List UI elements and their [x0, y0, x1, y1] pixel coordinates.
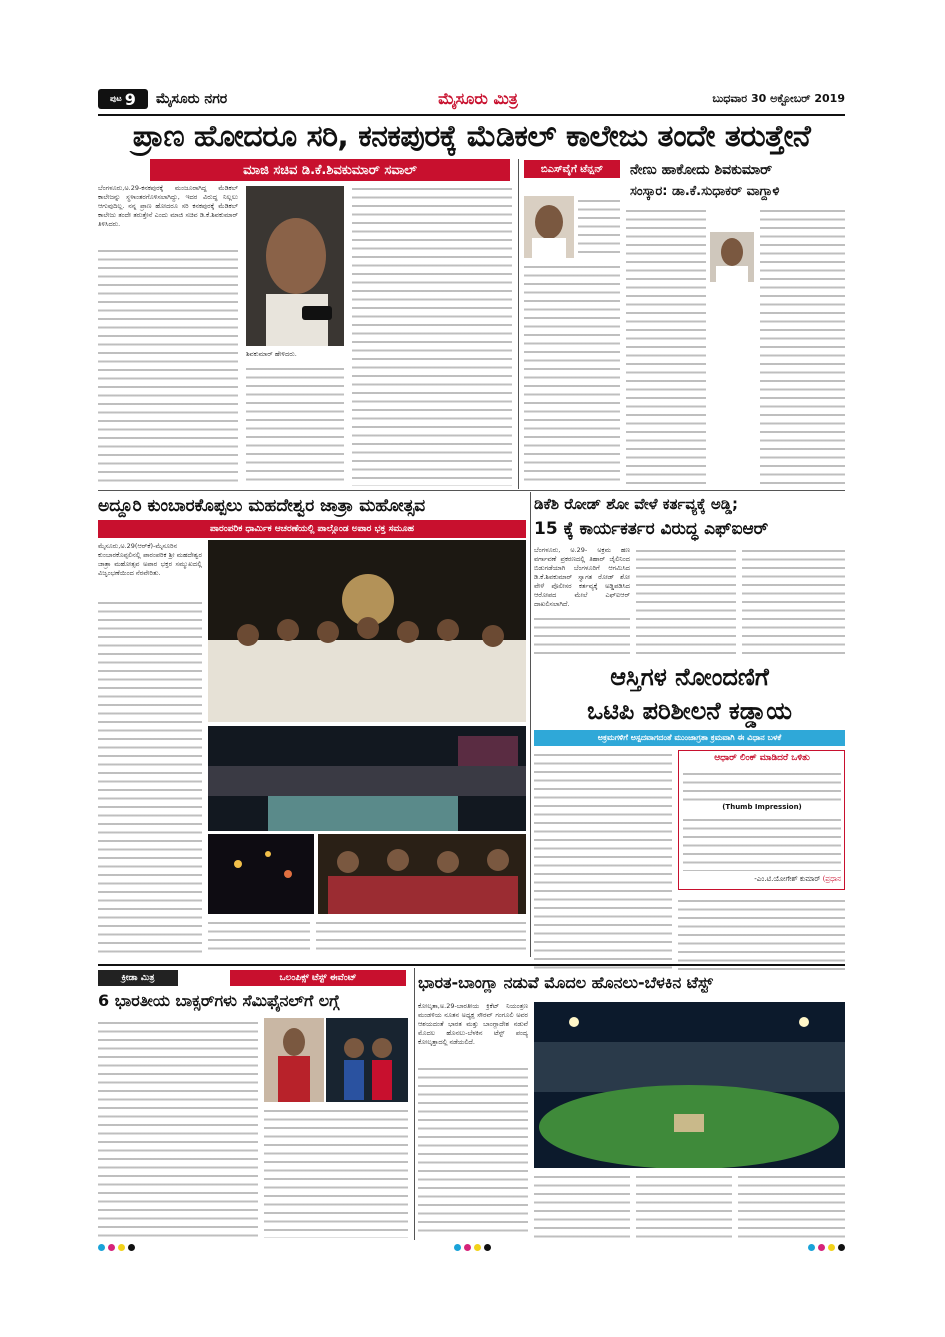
reg-dot-yellow-3	[828, 1244, 835, 1251]
main-headline: ಪ್ರಾಣ ಹೋದರೂ ಸರಿ, ಕನಕಪುರಕ್ಕೆ ಮೆಡಿಕಲ್ ಕಾಲೇಜು ತಂದೇ ತರುತ್ತೇನೆ	[132, 119, 811, 154]
temple-headline: ಅದ್ದೂರಿ ಕುಂಬಾರಕೊಪ್ಪಲು ಮಹದೇಶ್ವರ ಜಾತ್ರಾ ಮಹೋತ್ಸವ	[98, 496, 426, 516]
boxing-col-2	[264, 1106, 408, 1238]
property-subhead	[534, 730, 845, 746]
cricket-col-1	[418, 1064, 528, 1238]
roadshow-col-3	[742, 546, 845, 656]
stadium-illustration	[534, 1002, 845, 1168]
crowd-illustration	[208, 540, 526, 722]
aadhaar-box-title: ಆಧಾರ್ ಲಿಂಕ್ ಮಾಡಿದರೆ ಒಳಿತು	[714, 753, 810, 763]
reg-dot-cyan-2	[454, 1244, 461, 1251]
sidebar-col-3	[760, 206, 845, 486]
women-devotees-photo	[318, 834, 526, 914]
temple-lead-text: ಮೈಸೂರು,ಅ.29(ಆರ್‌ಕೆ)-ಮೈಸೂರಿನ ಕುಂಬಾರಕೊಪ್ಪಲಿನಲ್ಲಿ ಪಾರಂಪರಿಕ ಶ್ರೀ ಮಹದೇಶ್ವರ ಜಾತ್ರಾ ಮಹೋತ್ಸವ ಅಪಾರ ಭಕ್ತರ ಸಮ್ಮುಖದಲ್ಲಿ ವಿಜೃಂಭಣೆಯಿಂದ ನೆರವೇರಿತು.	[98, 542, 202, 577]
aadhaar-box-credit	[683, 875, 841, 887]
temple-pond-photo	[208, 726, 526, 831]
aadhaar-box-text	[683, 769, 841, 801]
property-headline-1: ಆಸ್ತಿಗಳ ನೋಂದಣಿಗೆ	[610, 663, 769, 691]
column-divider	[518, 159, 519, 489]
roadshow-headline-1: ಡಿಕೆಶಿ ರೋಡ್ ಶೋ ವೇಳೆ ಕರ್ತವ್ಯಕ್ಕೆ ಅಡ್ಡಿ;	[534, 495, 738, 513]
shivakumar-photo	[246, 186, 344, 346]
property-headline-2: ಒಟಿಪಿ ಪರಿಶೀಲನೆ ಕಡ್ಡಾಯ	[587, 697, 792, 725]
page-header	[98, 87, 845, 113]
main-subhead	[150, 159, 510, 181]
reg-dot-magenta-3	[818, 1244, 825, 1251]
reg-dot-black-2	[484, 1244, 491, 1251]
property-col-1	[534, 750, 672, 970]
stadium-photo	[534, 1002, 845, 1168]
olympics-tag-text: ಒಲಂಪಿಕ್ಸ್ ಟೆಸ್ಟ್ ಈವೆಂಟ್	[279, 973, 357, 983]
cricket-col-4	[738, 1172, 845, 1238]
cricket-col-3	[636, 1172, 732, 1238]
boxer-photo-1	[264, 1018, 324, 1102]
sidebar-tag	[524, 160, 620, 178]
bottom-rule	[98, 964, 845, 966]
main-lead-text: ಬೆಂಗಳೂರು,ಅ.29-ಕನಕಪುರಕ್ಕೆ ಮಂಜೂರಾಗಿದ್ದ ಮೆಡಿಕಲ್ ಕಾಲೇಜನ್ನು ಸ್ಥಳಾಂತರಗೊಳಿಸಲಾಗಿದ್ದು, ಇದರ ವಿರುದ್ಧ ನಿಲ್ಲಲು ಆಗುವುದಿಲ್ಲ. ನನ್ನ ಪ್ರಾಣ ಹೋದರೂ ಸರಿ ಕನಕಪುರಕ್ಕೆ ಮೆಡಿಕಲ್ ಕಾಲೇಜು ತಂದೇ ತರುತ್ತೇನೆ ಎಂದು ಮಾಜಿ ಸಚಿವ ಡಿ.ಕೆ.ಶಿವಕುಮಾರ್ ತಿಳಿಸಿದರು.	[98, 184, 238, 228]
column-divider-2	[530, 492, 531, 957]
thumb-impression-label: (Thumb Impression)	[722, 803, 802, 811]
pond-illustration	[208, 726, 526, 831]
krida-mitra-tag	[98, 970, 178, 986]
property-col-2	[678, 896, 845, 970]
olympics-tag	[230, 970, 406, 986]
sidebar-tag-text: ಬಿಎಸ್‌ವೈಗೆ ಟೆನ್ಷನ್	[540, 163, 604, 175]
reg-dot-yellow	[118, 1244, 125, 1251]
main-subhead-text: ಮಾಜಿ ಸಚಿವ ಡಿ.ಕೆ.ಶಿವಕುಮಾರ್ ಸವಾಲ್	[243, 162, 417, 178]
header-rule	[98, 114, 845, 116]
property-subhead-text: ಅಕ್ರಮಗಳಿಗೆ ಅಸ್ಪದವಾಗದಂತೆ ಮುಂಜಾಗ್ರತಾ ಕ್ರಮವಾಗಿ ಈ ವಿಧಾನ ಬಳಕೆ	[597, 733, 782, 742]
sidebar-col-1b	[524, 262, 620, 486]
reg-dot-cyan-3	[808, 1244, 815, 1251]
boxer-photo-2	[326, 1018, 408, 1102]
masthead: ಮೈಸೂರು ಮಿತ್ರ	[438, 89, 518, 108]
section-name: ಮೈಸೂರು ನಗರ	[156, 91, 228, 107]
sidebar-headline-1: ನೇಣು ಹಾಕೋದು ಶಿವಕುಮಾರ್	[630, 162, 773, 178]
reg-dot-black	[128, 1244, 135, 1251]
roadshow-lead-text: ಬೆಂಗಳೂರು, ಅ.29- ಅಕ್ರಮ ಹಣ ವರ್ಗಾವಣೆ ಪ್ರಕರಣದಲ್ಲಿ ತಿಹಾರ್ ಜೈಲಿನಿಂದ ಬಿಡುಗಡೆಯಾಗಿ ಬೆಂಗಳೂರಿಗೆ ಆಗಮಿಸಿದ ಡಿ.ಕೆ.ಶಿವಕುಮಾರ್ ಸ್ವಾಗತ ರೋಡ್ ಶೋ ವೇಳೆ ಪೊಲೀಸರ ಕರ್ತವ್ಯಕ್ಕೆ ಅಡ್ಡಿಪಡಿಸಿದ ಆರೋಪದ ಮೇಲೆ ಎಫ್‌ಐಆರ್ ದಾಖಲಿಸಲಾಗಿದೆ.	[534, 546, 630, 608]
page-label: ಪುಟ	[110, 94, 122, 103]
reg-dot-magenta	[108, 1244, 115, 1251]
cricket-lead-text: ಕೋಲ್ಕತಾ,ಅ.29-ಬಾರತೀಯ ಕ್ರಿಕೆಟ್ ನಿಯಂತ್ರಣ ಮಂಡಳಿಯ ನೂತನ ಅಧ್ಯಕ್ಷ ಸೌರವ್ ಗಂಗೂಲಿ ಅವರ ಆಶಯದಂತೆ ಭಾರತ ಮತ್ತು ಬಾಂಗ್ಲಾದೇಶ ನಡುವೆ ಮೊದಲ ಹೊನಲು-ಬೆಳಕಿನ ಟೆಸ್ಟ್ ಪಂದ್ಯ ಕೋಲ್ಕತ್ತಾದಲ್ಲಿ ನಡೆಯಲಿದೆ.	[418, 1002, 528, 1046]
aadhaar-box	[678, 750, 845, 890]
photo-caption: ಶಿವಕುಮಾರ್ ಹೇಳಿದರು.	[246, 350, 297, 358]
sidebar-col-2	[626, 206, 706, 486]
temple-body-col-2	[208, 918, 310, 956]
credit-name: -ಎಂ.ಟಿ.ಯೋಗೇಶ್ ಕುಮಾರ್	[754, 875, 821, 883]
sidebar-col-1	[578, 196, 620, 258]
roadshow-col-1	[534, 614, 630, 656]
boxing-col-1	[98, 1018, 258, 1238]
reg-dot-yellow-2	[474, 1244, 481, 1251]
roadshow-col-2	[636, 546, 736, 656]
mid-rule	[98, 490, 845, 491]
boxing-headline: 6 ಭಾರತೀಯ ಬಾಕ್ಸರ್‌ಗಳು ಸೆಮಿಫೈನಲ್‌ಗೆ ಲಗ್ಗೆ	[98, 991, 340, 1010]
main-body-col-2	[246, 364, 344, 486]
night-lights-photo	[208, 834, 314, 914]
column-divider-3	[414, 968, 415, 1240]
credit-role: (ಪ್ರಧಾನ	[822, 875, 841, 883]
reg-dot-magenta-2	[464, 1244, 471, 1251]
reg-dot-cyan	[98, 1244, 105, 1251]
edition-date: ಬುಧವಾರ 30 ಅಕ್ಟೋಬರ್ 2019	[712, 92, 845, 105]
cricket-col-2	[534, 1172, 630, 1238]
temple-body-col	[98, 598, 202, 953]
aadhaar-box-text-2	[683, 815, 841, 871]
main-body-col-3	[352, 184, 512, 486]
temple-body-col-3	[316, 918, 526, 956]
reg-dot-black-3	[838, 1244, 845, 1251]
cricket-headline: ಭಾರತ-ಬಾಂಗ್ಲಾ ನಡುವೆ ಮೊದಲ ಹೊನಲು-ಬೆಳಕಿನ ಟೆಸ್ಟ್	[418, 973, 713, 992]
sidebar-headline-2: ಸಂಸ್ಕಾರ: ಡಾ.ಕೆ.ಸುಧಾಕರ್ ವಾಗ್ದಾಳಿ	[630, 184, 780, 199]
yediyurappa-photo	[524, 196, 574, 258]
main-body-col-1	[98, 246, 238, 486]
krida-mitra-text: ಕ್ರೀಡಾ ಮಿತ್ರ	[121, 973, 155, 983]
page-number: 9	[124, 89, 136, 109]
portrait-illustration	[246, 186, 344, 346]
roadshow-headline-2: 15 ಕ್ಕೆ ಕಾರ್ಯಕರ್ತರ ವಿರುದ್ಧ ಎಫ್‌ಐಆರ್	[534, 519, 769, 539]
temple-subhead-text: ಪಾರಂಪರಿಕ ಧಾರ್ಮಿಕ ಆಚರಣೆಯಲ್ಲಿ ಪಾಲ್ಗೊಂಡ ಅಪಾರ ಭಕ್ತ ಸಮೂಹ	[210, 524, 414, 534]
temple-crowd-photo	[208, 540, 526, 722]
sudhakar-photo	[710, 232, 754, 282]
temple-subhead	[98, 520, 526, 538]
page-number-badge	[98, 89, 148, 109]
